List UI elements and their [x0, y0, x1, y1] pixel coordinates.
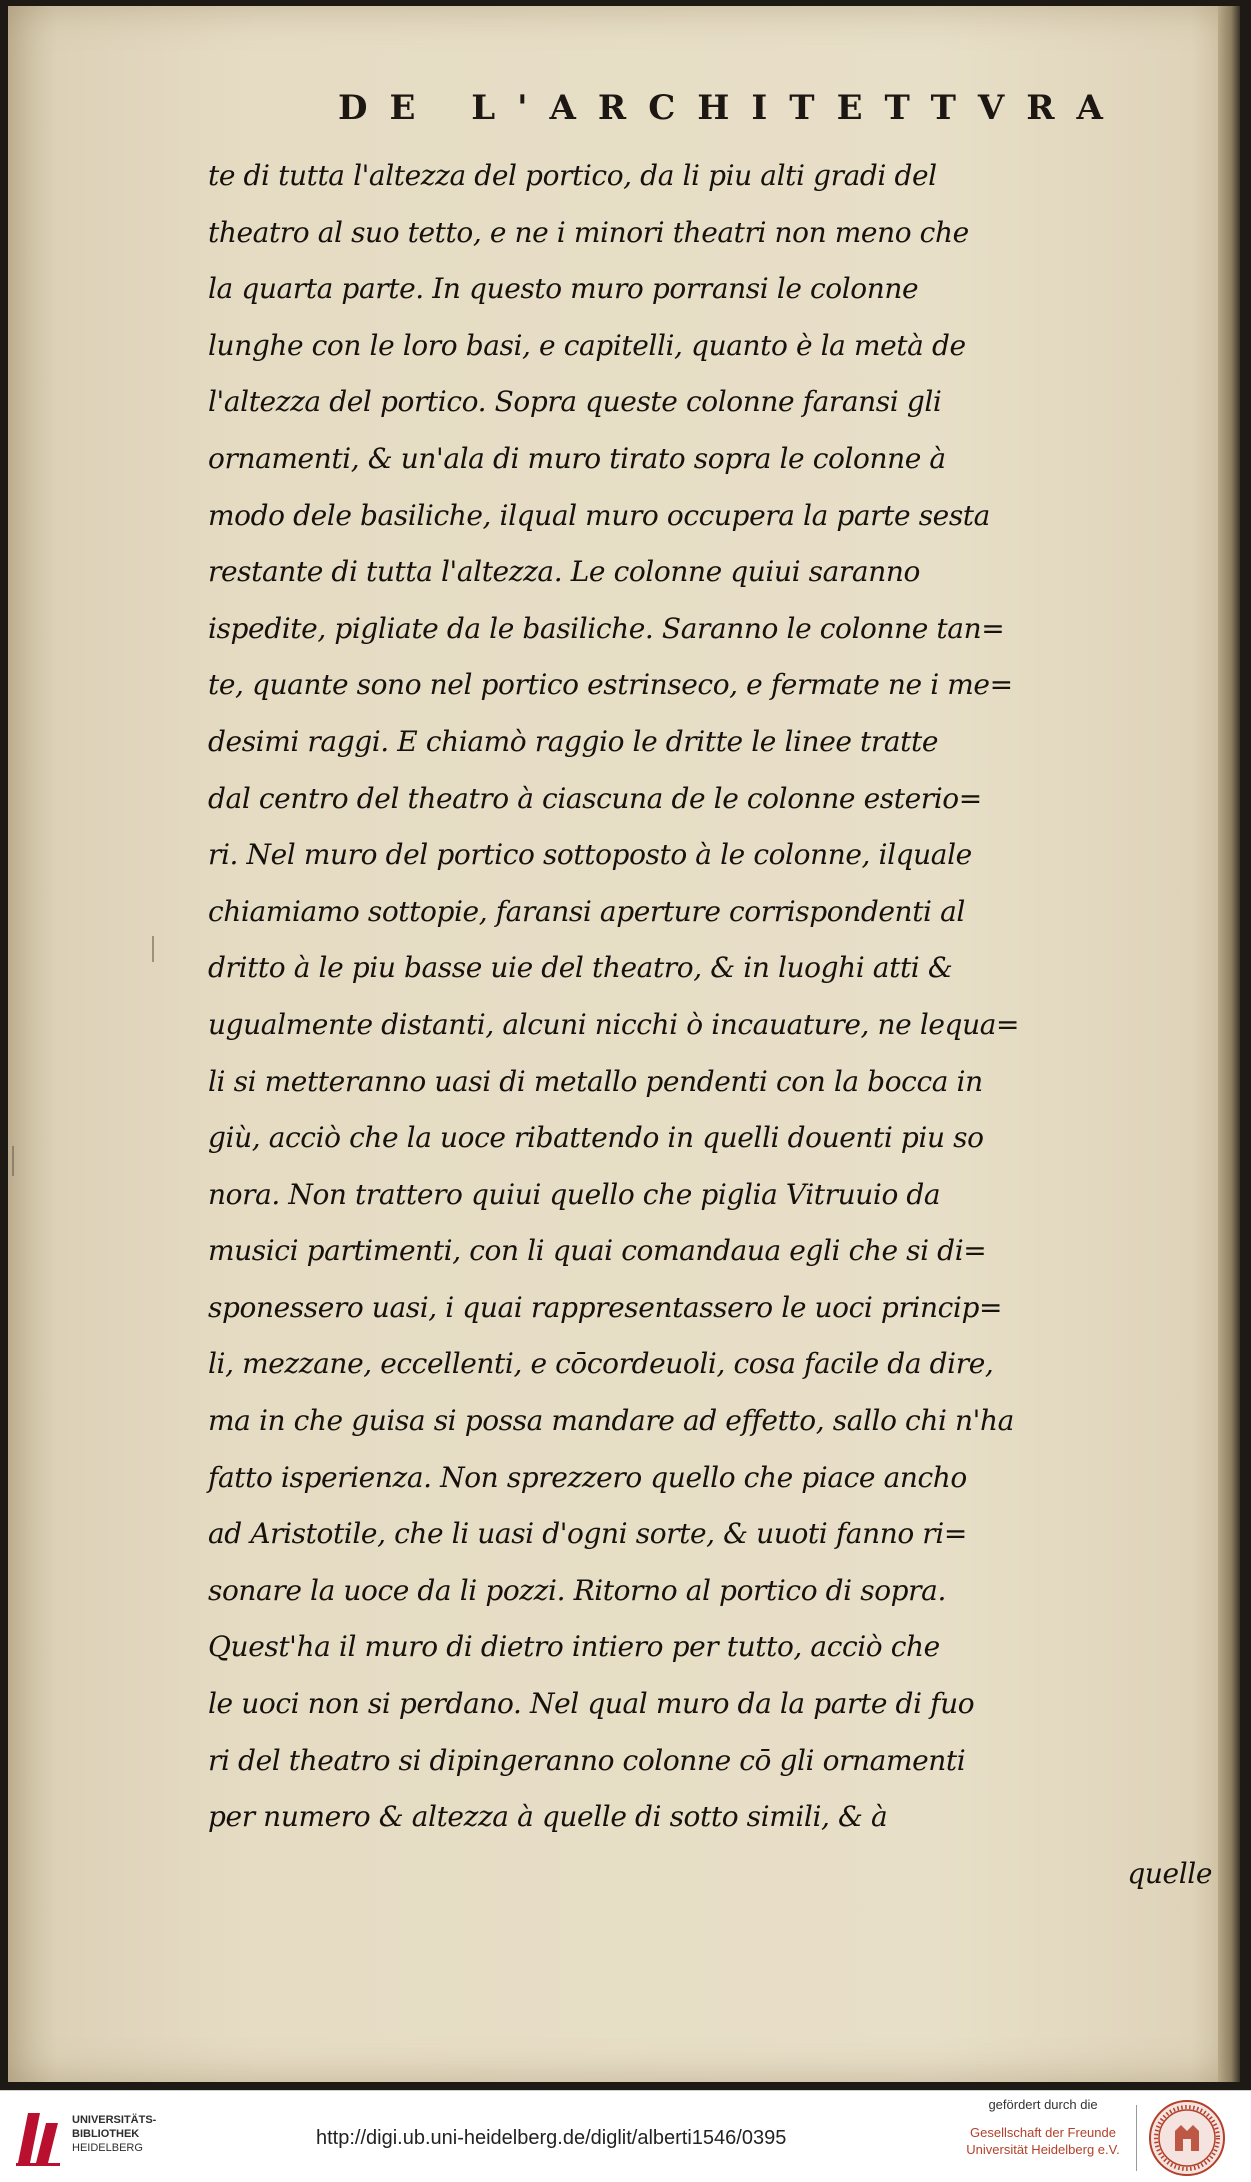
- text-line: li, mezzane, eccellenti, e cōcordeuoli, cosa facile da dire,: [208, 1347, 994, 1381]
- text-line: musici partimenti, con li quai comandaua egli che si di=: [208, 1234, 987, 1268]
- library-city: HEIDELBERG: [72, 2142, 143, 2154]
- text-line: ispedite, pigliate da le basiliche. Saranno le colonne tan=: [208, 611, 1005, 645]
- text-line: dritto à le piu basse uie del theatro, & in luoghi atti &: [208, 951, 953, 985]
- text-line: la quarta parte. In questo muro porransi le colonne: [208, 272, 919, 306]
- ink-mark: [12, 1146, 14, 1176]
- university-library-logo-icon: [14, 2107, 66, 2167]
- text-line: ugualmente distanti, alcuni nicchi ò incauature, ne lequa=: [208, 1007, 1020, 1041]
- sponsor-name-line-1: Gesellschaft der Freunde: [970, 2125, 1116, 2140]
- permalink-url[interactable]: http://digi.ub.uni-heidelberg.de/diglit/alberti1546/0395: [316, 2127, 787, 2149]
- text-line: modo dele basiliche, ilqual muro occupera la parte sesta: [208, 498, 990, 532]
- text-line: l'altezza del portico. Sopra queste colonne faransi gli: [208, 385, 942, 419]
- text-line: sponessero uasi, i quai rappresentassero le uoci princip=: [208, 1290, 1003, 1324]
- text-line: per numero & altezza à quelle di sotto simili, & à: [208, 1800, 888, 1834]
- text-line: Quest'ha il muro di dietro intiero per tutto, acciò che: [208, 1630, 940, 1664]
- text-line: ad Aristotile, che li uasi d'ogni sorte, & uuoti fanno ri=: [208, 1517, 967, 1551]
- text-line: fatto isperienza. Non sprezzero quello che piace ancho: [208, 1460, 967, 1494]
- body-text: [208, 148, 1218, 1902]
- sponsor-block: [958, 2097, 1128, 2158]
- library-name: [72, 2113, 156, 2155]
- text-line: theatro al suo tetto, e ne i minori theatri non meno che: [208, 215, 969, 249]
- text-line: restante di tutta l'altezza. Le colonne quiui saranno: [208, 555, 920, 589]
- ink-mark: [152, 936, 154, 962]
- text-line: le uoci non si perdano. Nel qual muro da la parte di fuo: [208, 1687, 975, 1721]
- text-line: nora. Non trattero quiui quello che piglia Vitruuio da: [208, 1177, 941, 1211]
- sponsor-divider: [1136, 2105, 1137, 2171]
- text-line: ri. Nel muro del portico sottoposto à le colonne, ilquale: [208, 838, 972, 872]
- university-seal-icon: [1148, 2099, 1226, 2177]
- library-name-line-1: UNIVERSITÄTS-: [72, 2114, 157, 2126]
- text-line: ma in che guisa si possa mandare ad effetto, sallo chi n'ha: [208, 1404, 1014, 1438]
- text-line: te, quante sono nel portico estrinseco, e fermate ne i me=: [208, 668, 1013, 702]
- viewer-footer: [0, 2090, 1251, 2182]
- text-line: ri del theatro si dipingeranno colonne cō gli ornamenti: [208, 1743, 966, 1777]
- book-page: [8, 6, 1240, 2082]
- text-line: giù, acciò che la uoce ribattendo in quelli douenti piu so: [208, 1121, 984, 1155]
- text-line: te di tutta l'altezza del portico, da li piu alti gradi del: [208, 159, 937, 192]
- text-line: sonare la uoce da li pozzi. Ritorno al portico di sopra.: [208, 1573, 946, 1607]
- text-line: chiamiamo sottopie, faransi aperture corrispondenti al: [208, 894, 965, 928]
- sponsor-label: gefördert durch die: [988, 2097, 1098, 2112]
- text-line: lunghe con le loro basi, e capitelli, quanto è la metà de: [208, 328, 966, 362]
- library-name-line-2: BIBLIOTHEK: [72, 2128, 140, 2140]
- text-line: ornamenti, & un'ala di muro tirato sopra le colonne à: [208, 441, 946, 475]
- sponsor-name-line-2: Universität Heidelberg e.V.: [966, 2142, 1120, 2157]
- catchword: quelle: [1127, 1856, 1212, 1890]
- text-line: li si metteranno uasi di metallo pendenti con la bocca in: [208, 1064, 983, 1098]
- sponsor-name[interactable]: [958, 2124, 1128, 2158]
- running-head: DE L'ARCHITETTVRA: [338, 88, 1125, 128]
- text-line: dal centro del theatro à ciascuna de le colonne esterio=: [208, 781, 982, 815]
- text-line: desimi raggi. E chiamò raggio le dritte le linee tratte: [208, 724, 939, 758]
- page-fore-edge: [1218, 6, 1240, 2082]
